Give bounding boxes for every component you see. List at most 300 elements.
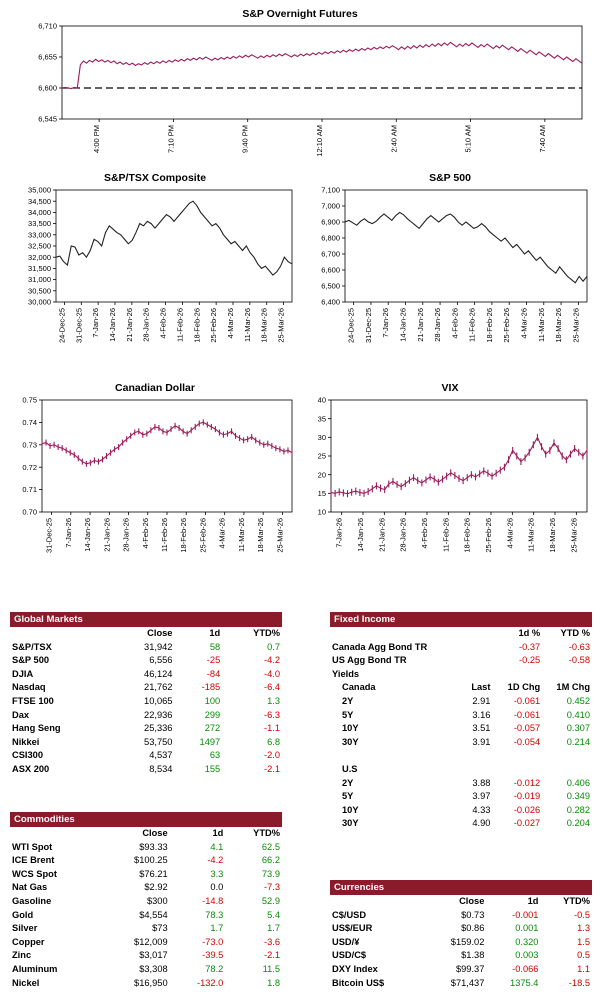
- svg-text:34,500: 34,500: [28, 196, 51, 206]
- table-row: [330, 977, 592, 991]
- svg-text:6,545: 6,545: [38, 114, 57, 124]
- change-1d: -0.001: [512, 909, 539, 920]
- svg-text:0.75: 0.75: [22, 395, 37, 405]
- svg-text:28-Jan-26: 28-Jan-26: [141, 308, 151, 342]
- last-value: 3.97: [472, 791, 491, 802]
- table-row: [330, 790, 592, 804]
- svg-text:25-Feb-26: 25-Feb-26: [198, 518, 208, 553]
- svg-text:18-Feb-26: 18-Feb-26: [192, 308, 202, 343]
- table-row: [10, 763, 282, 777]
- change-ytd: 1.8: [267, 977, 280, 988]
- row-label: Gold: [12, 909, 34, 920]
- svg-text:28-Jan-26: 28-Jan-26: [398, 518, 408, 552]
- yields-label: Yields: [332, 668, 360, 679]
- row-label: Bitcoin US$: [332, 977, 385, 988]
- svg-text:31-Dec-25: 31-Dec-25: [74, 308, 84, 344]
- fixed-income-table: [330, 612, 592, 831]
- change-ytd: 62.5: [261, 841, 280, 852]
- table-row: [330, 722, 592, 736]
- table-row: [330, 777, 592, 791]
- currencies-grid: [330, 895, 592, 990]
- svg-text:6,655: 6,655: [38, 52, 57, 62]
- spacer-row: [330, 749, 592, 763]
- close-value: $2.92: [144, 882, 168, 893]
- tsx-chart-title: S&P/TSX Composite: [103, 172, 207, 184]
- region-label: U.S: [342, 763, 358, 774]
- last-value: 3.51: [472, 723, 491, 734]
- close-value: 46,124: [144, 668, 173, 679]
- change-ytd: -0.5: [573, 909, 590, 920]
- svg-text:11-Feb-26: 11-Feb-26: [175, 308, 185, 343]
- change-1d: 1.7: [210, 923, 224, 934]
- change-1d: 78.3: [205, 909, 224, 920]
- close-value: $76.21: [139, 868, 168, 879]
- change-1d: 0.320: [515, 936, 539, 947]
- svg-text:7,100: 7,100: [321, 185, 340, 195]
- column-header: Close: [147, 628, 173, 638]
- column-header: 1M Chg: [556, 682, 590, 693]
- change-1d: 78.2: [205, 963, 224, 974]
- table-row: [10, 668, 282, 682]
- svg-text:31,000: 31,000: [28, 275, 51, 285]
- last-value: 3.16: [472, 709, 491, 720]
- change-ytd: 6.8: [267, 736, 280, 747]
- svg-text:33,000: 33,000: [28, 230, 51, 240]
- svg-text:6,700: 6,700: [321, 249, 340, 259]
- svg-text:11-Mar-26: 11-Mar-26: [526, 518, 536, 553]
- vix-chart-svg: [305, 394, 595, 574]
- table-row: [330, 654, 592, 668]
- change-1d: -0.012: [513, 777, 541, 788]
- svg-text:40: 40: [317, 395, 326, 405]
- row-label: Nikkei: [12, 736, 40, 747]
- yield-group-header-us: [330, 763, 592, 777]
- change-1d: -25: [206, 655, 221, 666]
- table-row: [10, 922, 282, 936]
- change-1d: 299: [204, 709, 221, 720]
- change-1m: 0.307: [566, 723, 590, 734]
- svg-text:25-Feb-26: 25-Feb-26: [484, 518, 493, 553]
- svg-text:21-Jan-26: 21-Jan-26: [124, 308, 134, 342]
- row-label: Copper: [12, 936, 45, 947]
- change-1m: 0.349: [566, 791, 590, 802]
- column-header: YTD%: [563, 896, 590, 906]
- svg-text:32,500: 32,500: [28, 241, 51, 251]
- close-value: 6,556: [149, 655, 173, 666]
- change-ytd: 1.7: [267, 923, 280, 934]
- row-label: USD/¥: [332, 936, 360, 947]
- currencies-table: [330, 880, 592, 990]
- row-label: 2Y: [342, 695, 354, 706]
- change-ytd: -6.4: [263, 682, 280, 693]
- svg-text:11-Mar-26: 11-Mar-26: [236, 518, 246, 553]
- last-value: 3.91: [472, 736, 491, 747]
- svg-text:18-Mar-26: 18-Mar-26: [554, 308, 564, 343]
- svg-text:18-Mar-26: 18-Mar-26: [548, 518, 557, 553]
- change-1d: -0.027: [513, 818, 541, 829]
- row-label: WCS Spot: [12, 868, 57, 879]
- last-value: 4.33: [472, 804, 491, 815]
- row-label: CSI300: [12, 750, 44, 761]
- svg-text:18-Feb-26: 18-Feb-26: [484, 308, 494, 343]
- svg-text:11-Feb-26: 11-Feb-26: [441, 518, 451, 553]
- column-header: Last: [471, 682, 491, 693]
- change-1d: 155: [204, 763, 221, 774]
- row-label: 5Y: [342, 791, 354, 802]
- column-header: 1d: [212, 828, 224, 838]
- close-value: $0.73: [461, 909, 485, 920]
- svg-text:14-Jan-26: 14-Jan-26: [356, 518, 365, 552]
- table-row: [10, 695, 282, 709]
- svg-text:9:40 PM: 9:40 PM: [240, 125, 250, 153]
- svg-text:30,000: 30,000: [28, 297, 51, 307]
- commodities-table: [10, 812, 282, 990]
- svg-text:33,500: 33,500: [28, 219, 51, 229]
- last-value: 4.90: [472, 818, 491, 829]
- table-header-row: [330, 627, 592, 641]
- svg-text:32,000: 32,000: [28, 252, 51, 262]
- column-header: 1d %: [518, 628, 541, 638]
- spacer-cell: [451, 654, 493, 668]
- change-ytd: -4.2: [263, 655, 280, 666]
- table-row: [330, 817, 592, 831]
- svg-text:5:10 AM: 5:10 AM: [463, 125, 473, 153]
- table-row: [10, 868, 282, 882]
- close-value: 21,762: [144, 682, 173, 693]
- table-row: [10, 681, 282, 695]
- row-label: Nat Gas: [12, 882, 48, 893]
- svg-text:4-Mar-26: 4-Mar-26: [217, 518, 227, 549]
- svg-text:20: 20: [317, 470, 326, 480]
- svg-text:4-Feb-26: 4-Feb-26: [158, 308, 168, 339]
- svg-text:6,710: 6,710: [38, 21, 57, 31]
- change-ytd: 52.9: [261, 895, 280, 906]
- svg-text:10: 10: [317, 507, 326, 517]
- change-ytd: -7.3: [263, 882, 280, 893]
- row-label: ICE Brent: [12, 855, 55, 866]
- futures-chart-svg: [10, 20, 590, 165]
- change-1m: 0.452: [566, 695, 590, 706]
- currencies-header: Currencies: [330, 880, 592, 895]
- close-value: $73: [152, 923, 168, 934]
- table-row: [10, 936, 282, 950]
- change-1d: -39.5: [202, 950, 224, 961]
- vix-chart-title: VIX: [441, 382, 459, 394]
- spacer-cell: [451, 641, 493, 655]
- svg-text:30: 30: [317, 432, 326, 442]
- svg-text:4:00 PM: 4:00 PM: [92, 125, 102, 153]
- change-1d: -132.0: [196, 977, 224, 988]
- table-row: [10, 854, 282, 868]
- row-label: 10Y: [342, 804, 359, 815]
- svg-text:4-Feb-26: 4-Feb-26: [420, 518, 429, 549]
- close-value: 53,750: [144, 736, 173, 747]
- table-row: [10, 909, 282, 923]
- change-1d: -0.019: [513, 791, 541, 802]
- svg-text:31-Dec-25: 31-Dec-25: [363, 308, 373, 344]
- change-1d: 1375.4: [510, 977, 539, 988]
- change-ytd: -0.63: [568, 641, 590, 652]
- change-ytd: -4.0: [263, 668, 280, 679]
- change-1d: 100: [204, 695, 221, 706]
- row-label: C$/USD: [332, 909, 367, 920]
- row-label: US$/EUR: [332, 923, 373, 934]
- svg-text:4-Feb-26: 4-Feb-26: [140, 518, 150, 549]
- table-row: [330, 695, 592, 709]
- column-header: 1d: [527, 896, 539, 906]
- change-ytd: -0.58: [568, 655, 590, 666]
- svg-text:0.72: 0.72: [22, 462, 37, 472]
- change-ytd: 66.2: [261, 855, 280, 866]
- column-header: Close: [459, 896, 485, 906]
- svg-text:11-Feb-26: 11-Feb-26: [467, 308, 477, 343]
- close-value: $12,009: [134, 936, 168, 947]
- change-ytd: 1.3: [267, 695, 280, 706]
- table-row: [10, 895, 282, 909]
- cad-chart-panel: [10, 382, 300, 577]
- close-value: 4,537: [149, 750, 173, 761]
- svg-text:14-Jan-26: 14-Jan-26: [398, 308, 408, 342]
- row-label: Canada Agg Bond TR: [332, 641, 428, 652]
- last-value: 2.91: [472, 695, 491, 706]
- change-1m: 0.282: [566, 804, 590, 815]
- change-1d: 4.1: [210, 841, 224, 852]
- svg-text:28-Jan-26: 28-Jan-26: [121, 518, 131, 552]
- change-1d: -73.0: [202, 936, 224, 947]
- svg-text:34,000: 34,000: [28, 208, 51, 217]
- change-1d: -0.054: [513, 736, 541, 747]
- change-1d: -0.25: [519, 655, 541, 666]
- global-markets-table: [10, 612, 282, 777]
- vix-chart-panel: [305, 382, 595, 577]
- row-label: FTSE 100: [12, 695, 54, 706]
- close-value: $4,554: [139, 909, 168, 920]
- change-ytd: 0.7: [267, 641, 280, 652]
- change-1d: -0.026: [513, 804, 541, 815]
- row-label: Dax: [12, 709, 30, 720]
- column-header: [10, 627, 112, 641]
- change-1d: -84: [206, 668, 221, 679]
- global-markets-grid: [10, 627, 282, 777]
- svg-text:0.73: 0.73: [22, 440, 37, 450]
- svg-text:25: 25: [317, 451, 326, 461]
- row-label: 10Y: [342, 723, 359, 734]
- table-row: [330, 922, 592, 936]
- row-label: 30Y: [342, 736, 359, 747]
- change-1d: -4.2: [207, 855, 224, 866]
- svg-text:25-Mar-26: 25-Mar-26: [276, 308, 286, 343]
- svg-text:6,900: 6,900: [321, 217, 340, 227]
- change-1d: 58: [209, 641, 221, 652]
- change-ytd: 5.4: [267, 909, 280, 920]
- change-1d: -185: [201, 682, 221, 693]
- svg-text:30,500: 30,500: [28, 286, 51, 296]
- table-row: [330, 709, 592, 723]
- change-ytd: -2.0: [263, 750, 280, 761]
- row-label: DXY Index: [332, 963, 378, 974]
- change-1d: 0.0: [210, 882, 224, 893]
- fixed-income-header: Fixed Income: [330, 612, 592, 627]
- change-1d: -14.8: [202, 895, 224, 906]
- table-row: [330, 641, 592, 655]
- row-label: S&P 500: [12, 655, 50, 666]
- table-row: [10, 709, 282, 723]
- column-header: [330, 895, 424, 909]
- svg-text:14-Jan-26: 14-Jan-26: [108, 308, 117, 342]
- close-value: $93.33: [139, 841, 168, 852]
- column-header: [330, 627, 451, 641]
- table-row: [10, 722, 282, 736]
- svg-text:24-Dec-25: 24-Dec-25: [57, 308, 67, 344]
- change-1d: 0.001: [515, 923, 539, 934]
- change-ytd: -3.6: [263, 936, 280, 947]
- row-label: US Agg Bond TR: [332, 655, 407, 666]
- table-row: [10, 881, 282, 895]
- table-row: [10, 841, 282, 855]
- row-label: Nasdaq: [12, 682, 46, 693]
- svg-text:21-Jan-26: 21-Jan-26: [377, 518, 387, 552]
- svg-text:4-Mar-26: 4-Mar-26: [519, 308, 529, 339]
- table-row: [10, 949, 282, 963]
- svg-text:25-Mar-26: 25-Mar-26: [571, 308, 581, 343]
- table-row: [10, 641, 282, 655]
- close-value: $159.02: [450, 936, 485, 947]
- change-ytd: 1.5: [577, 936, 590, 947]
- change-1d: -0.37: [519, 641, 541, 652]
- row-label: 5Y: [342, 709, 354, 720]
- change-1d: -0.061: [513, 695, 541, 706]
- svg-text:0.71: 0.71: [22, 485, 37, 495]
- row-label: Gasoline: [12, 895, 52, 906]
- close-value: $16,950: [134, 977, 168, 988]
- close-value: $3,308: [139, 963, 168, 974]
- close-value: 25,336: [144, 723, 173, 734]
- last-value: 3.88: [472, 777, 491, 788]
- svg-text:35,000: 35,000: [28, 185, 51, 195]
- table-row: [330, 949, 592, 963]
- change-1d: -0.061: [513, 709, 541, 720]
- row-label: Aluminum: [12, 963, 58, 974]
- table-header-row: [10, 827, 282, 841]
- close-value: $300: [146, 895, 168, 906]
- close-value: $0.86: [461, 923, 485, 934]
- cad-chart-title: Canadian Dollar: [115, 382, 195, 394]
- yield-group-header-canada: [330, 681, 592, 695]
- table-row: [330, 909, 592, 923]
- svg-text:15: 15: [317, 488, 326, 498]
- close-value: $3,017: [139, 950, 168, 961]
- table-row: [10, 736, 282, 750]
- change-1m: 0.204: [566, 818, 590, 829]
- svg-text:25-Mar-26: 25-Mar-26: [275, 518, 285, 553]
- futures-chart-panel: [10, 8, 590, 168]
- change-1d: 63: [209, 750, 221, 761]
- row-label: WTI Spot: [12, 841, 53, 852]
- svg-text:7:10 PM: 7:10 PM: [166, 125, 176, 153]
- svg-text:14-Jan-26: 14-Jan-26: [83, 518, 93, 552]
- row-label: DJIA: [12, 668, 34, 679]
- table-header-row: [330, 895, 592, 909]
- close-value: 31,942: [144, 641, 173, 652]
- change-ytd: 11.5: [262, 963, 280, 974]
- change-1m: 0.410: [566, 709, 590, 720]
- futures-chart-title: S&P Overnight Futures: [242, 8, 358, 20]
- region-label: Canada: [342, 682, 376, 693]
- change-ytd: 0.5: [577, 950, 590, 961]
- tsx-chart-svg: [10, 184, 300, 364]
- svg-text:4-Feb-26: 4-Feb-26: [450, 308, 460, 339]
- svg-text:7-Jan-26: 7-Jan-26: [334, 518, 344, 548]
- column-header: Close: [142, 828, 168, 838]
- svg-text:11-Feb-26: 11-Feb-26: [160, 518, 169, 553]
- svg-text:6,600: 6,600: [38, 83, 57, 93]
- svg-text:4-Mar-26: 4-Mar-26: [505, 518, 515, 549]
- column-header: [451, 763, 493, 777]
- column-header: [10, 827, 101, 841]
- table-row: [330, 736, 592, 750]
- svg-text:12:10 AM: 12:10 AM: [315, 125, 324, 157]
- svg-text:18-Feb-26: 18-Feb-26: [462, 518, 472, 553]
- table-row: [10, 963, 282, 977]
- row-label: Zinc: [12, 950, 32, 961]
- svg-text:31,500: 31,500: [28, 264, 51, 273]
- svg-text:25-Mar-26: 25-Mar-26: [569, 518, 579, 553]
- svg-text:7,000: 7,000: [321, 201, 340, 211]
- close-value: $100.25: [134, 855, 168, 866]
- column-header: 1d: [209, 628, 221, 638]
- change-1m: 0.406: [566, 777, 590, 788]
- change-1d: 3.3: [210, 868, 224, 879]
- svg-text:28-Jan-26: 28-Jan-26: [433, 308, 443, 342]
- row-label: 30Y: [342, 818, 359, 829]
- tsx-chart-panel: [10, 172, 300, 367]
- row-label: ASX 200: [12, 763, 50, 774]
- svg-text:0.70: 0.70: [22, 507, 37, 517]
- table-row: [10, 977, 282, 991]
- row-label: S&P/TSX: [12, 641, 52, 652]
- change-ytd: -2.1: [263, 763, 280, 774]
- change-ytd: 1.1: [577, 963, 590, 974]
- table-row: [10, 654, 282, 668]
- svg-text:7-Jan-26: 7-Jan-26: [381, 308, 391, 338]
- table-row: [330, 936, 592, 950]
- svg-text:24-Dec-25: 24-Dec-25: [346, 308, 356, 344]
- sp500-chart-svg: [305, 184, 595, 364]
- svg-text:18-Feb-26: 18-Feb-26: [179, 518, 189, 553]
- change-1d: -0.057: [513, 723, 541, 734]
- column-header-spacer: [451, 627, 493, 641]
- change-1d: 0.003: [515, 950, 539, 961]
- svg-text:2:40 AM: 2:40 AM: [389, 125, 399, 153]
- svg-text:6,800: 6,800: [321, 233, 340, 243]
- spacer-cell: [330, 749, 592, 763]
- commodities-grid: [10, 827, 282, 990]
- svg-text:35: 35: [317, 414, 326, 424]
- column-header: YTD%: [253, 628, 280, 638]
- change-ytd: -1.1: [263, 723, 280, 734]
- svg-text:25-Feb-26: 25-Feb-26: [209, 308, 219, 343]
- table-row: [10, 749, 282, 763]
- row-label: 2Y: [342, 777, 354, 788]
- change-1m: 0.214: [566, 736, 590, 747]
- row-label: Silver: [12, 923, 38, 934]
- sp500-chart-title: S&P 500: [429, 172, 471, 184]
- svg-text:31-Dec-25: 31-Dec-25: [44, 518, 54, 554]
- svg-text:18-Mar-26: 18-Mar-26: [256, 518, 266, 553]
- row-label: Nickel: [12, 977, 40, 988]
- row-label: Hang Seng: [12, 723, 61, 734]
- change-ytd: -6.3: [263, 709, 280, 720]
